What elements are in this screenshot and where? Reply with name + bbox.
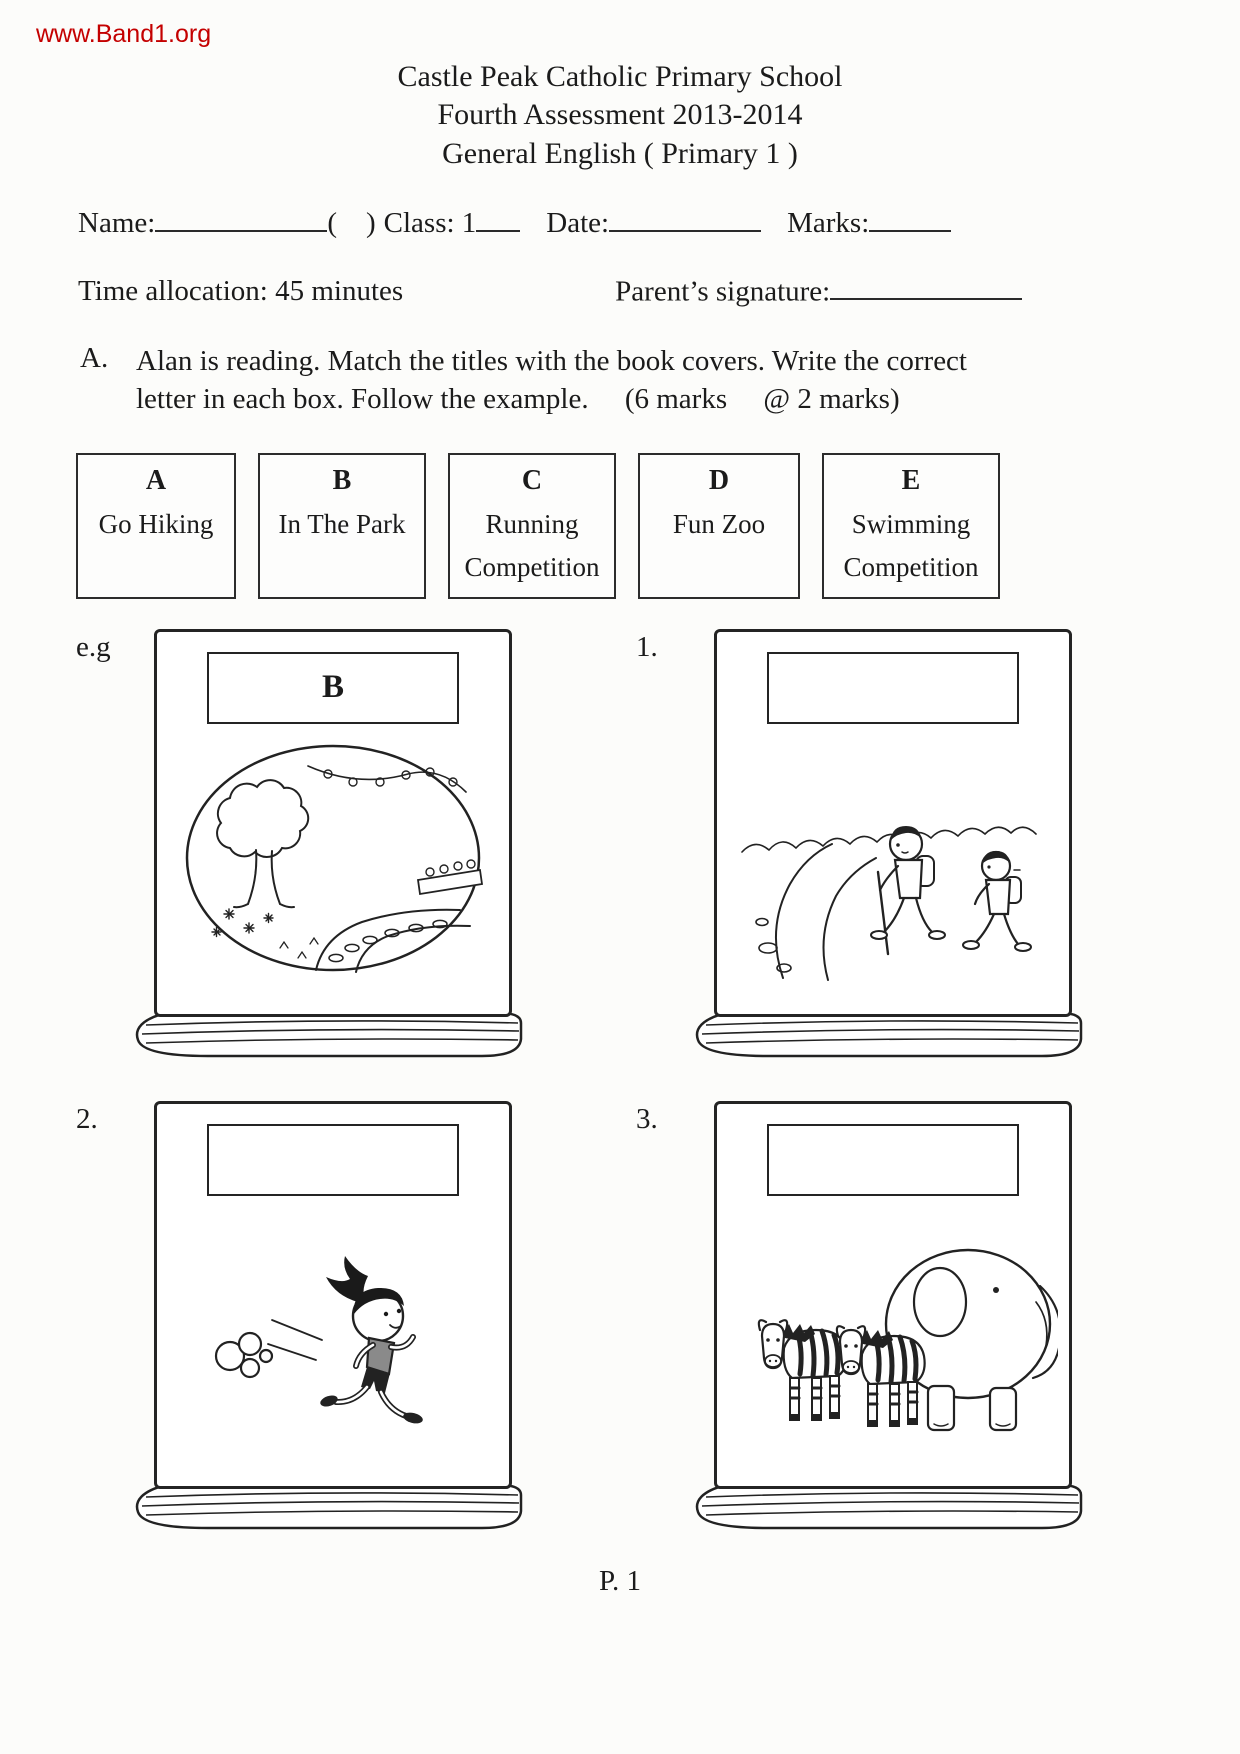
date-blank — [609, 201, 761, 231]
hiker-boy-front — [871, 826, 945, 954]
book-label: 3. — [636, 1102, 658, 1135]
book-1 — [688, 629, 1108, 1059]
title-option-b — [258, 453, 426, 599]
book-3 — [688, 1101, 1108, 1531]
school-name: Castle Peak Catholic Primary School — [397, 60, 843, 93]
title-option-e — [822, 453, 1000, 599]
instruction-line-1: Alan is reading. Match the titles with the book covers. Write the correct — [136, 345, 967, 378]
zoo-animals-illustration — [728, 1204, 1058, 1454]
parent-signature-label: Parent’s signature: — [615, 275, 831, 308]
book-cell-2 — [76, 1101, 636, 1531]
watermark: www.Band1.org — [36, 20, 212, 48]
book-cover — [714, 1101, 1072, 1489]
girl-running-illustration — [168, 1204, 498, 1454]
answer-box-example — [207, 652, 459, 724]
section-a-label: A. — [80, 342, 109, 375]
class-label: Class: 1 — [383, 206, 477, 239]
subject-title: General English ( Primary 1 ) — [442, 136, 798, 170]
book-cell-3 — [636, 1101, 1196, 1531]
book-label: e.g — [76, 630, 111, 663]
hiker-boy-back — [963, 851, 1031, 951]
option-title: Swimming Competition — [843, 508, 979, 582]
tree — [217, 780, 308, 907]
title-option-d — [638, 453, 800, 599]
parent-signature-blank — [830, 270, 1022, 300]
book-2 — [128, 1101, 548, 1531]
ground-flowers — [212, 909, 318, 958]
time-allocation: Time allocation: 45 minutes — [78, 275, 404, 308]
class-blank — [476, 201, 520, 231]
title-option-a — [76, 453, 236, 599]
motion-lines — [268, 1320, 322, 1360]
book-label: 1. — [636, 630, 658, 663]
option-letter: B — [332, 464, 352, 496]
bush-horizon — [742, 827, 1036, 852]
children-hiking-illustration — [728, 732, 1058, 982]
marks-blank — [869, 201, 951, 231]
student-info-line — [78, 201, 1170, 239]
assessment-title: Fourth Assessment 2013-2014 — [437, 98, 803, 132]
meta-line — [78, 270, 1170, 308]
option-letter: A — [145, 464, 167, 496]
title-options-row — [76, 453, 1240, 599]
book-cover — [154, 1101, 512, 1489]
answer-box-1 — [767, 652, 1019, 724]
book-example — [128, 629, 548, 1059]
trail — [756, 844, 876, 980]
book-cover — [154, 629, 512, 1017]
book-cell-example — [76, 629, 636, 1059]
book-label: 2. — [76, 1102, 98, 1135]
park-path — [316, 910, 470, 972]
page-number: P. 1 — [599, 1564, 641, 1597]
zebra-right — [837, 1326, 925, 1427]
option-letter: D — [708, 464, 730, 496]
instruction-line-2: letter in each box. Follow the example. (6 marks @ 2 marks) — [136, 383, 900, 416]
option-title: Go Hiking — [98, 508, 214, 539]
section-a-instructions — [80, 342, 1170, 419]
books-grid — [76, 629, 1240, 1531]
zebra-left — [759, 1320, 854, 1421]
answer-box-3 — [767, 1124, 1019, 1196]
answer-box-2 — [207, 1124, 459, 1196]
running-girl — [319, 1256, 424, 1425]
title-option-c — [448, 453, 616, 599]
option-letter: C — [521, 464, 543, 496]
option-title: In The Park — [278, 508, 406, 539]
park-scene-illustration — [168, 732, 498, 982]
marks-label: Marks: — [787, 206, 870, 239]
option-title: Running Competition — [464, 508, 600, 582]
option-title: Fun Zoo — [672, 508, 766, 539]
option-letter: E — [901, 464, 921, 496]
name-label: Name: — [78, 206, 156, 239]
name-blank — [155, 201, 327, 231]
dust-cloud — [216, 1333, 272, 1377]
class-number-paren: ( ) — [327, 206, 376, 239]
flower-vine — [308, 766, 466, 792]
book-cover — [714, 629, 1072, 1017]
answer-letter: B — [321, 669, 344, 706]
date-label: Date: — [546, 206, 610, 239]
book-cell-1 — [636, 629, 1196, 1059]
